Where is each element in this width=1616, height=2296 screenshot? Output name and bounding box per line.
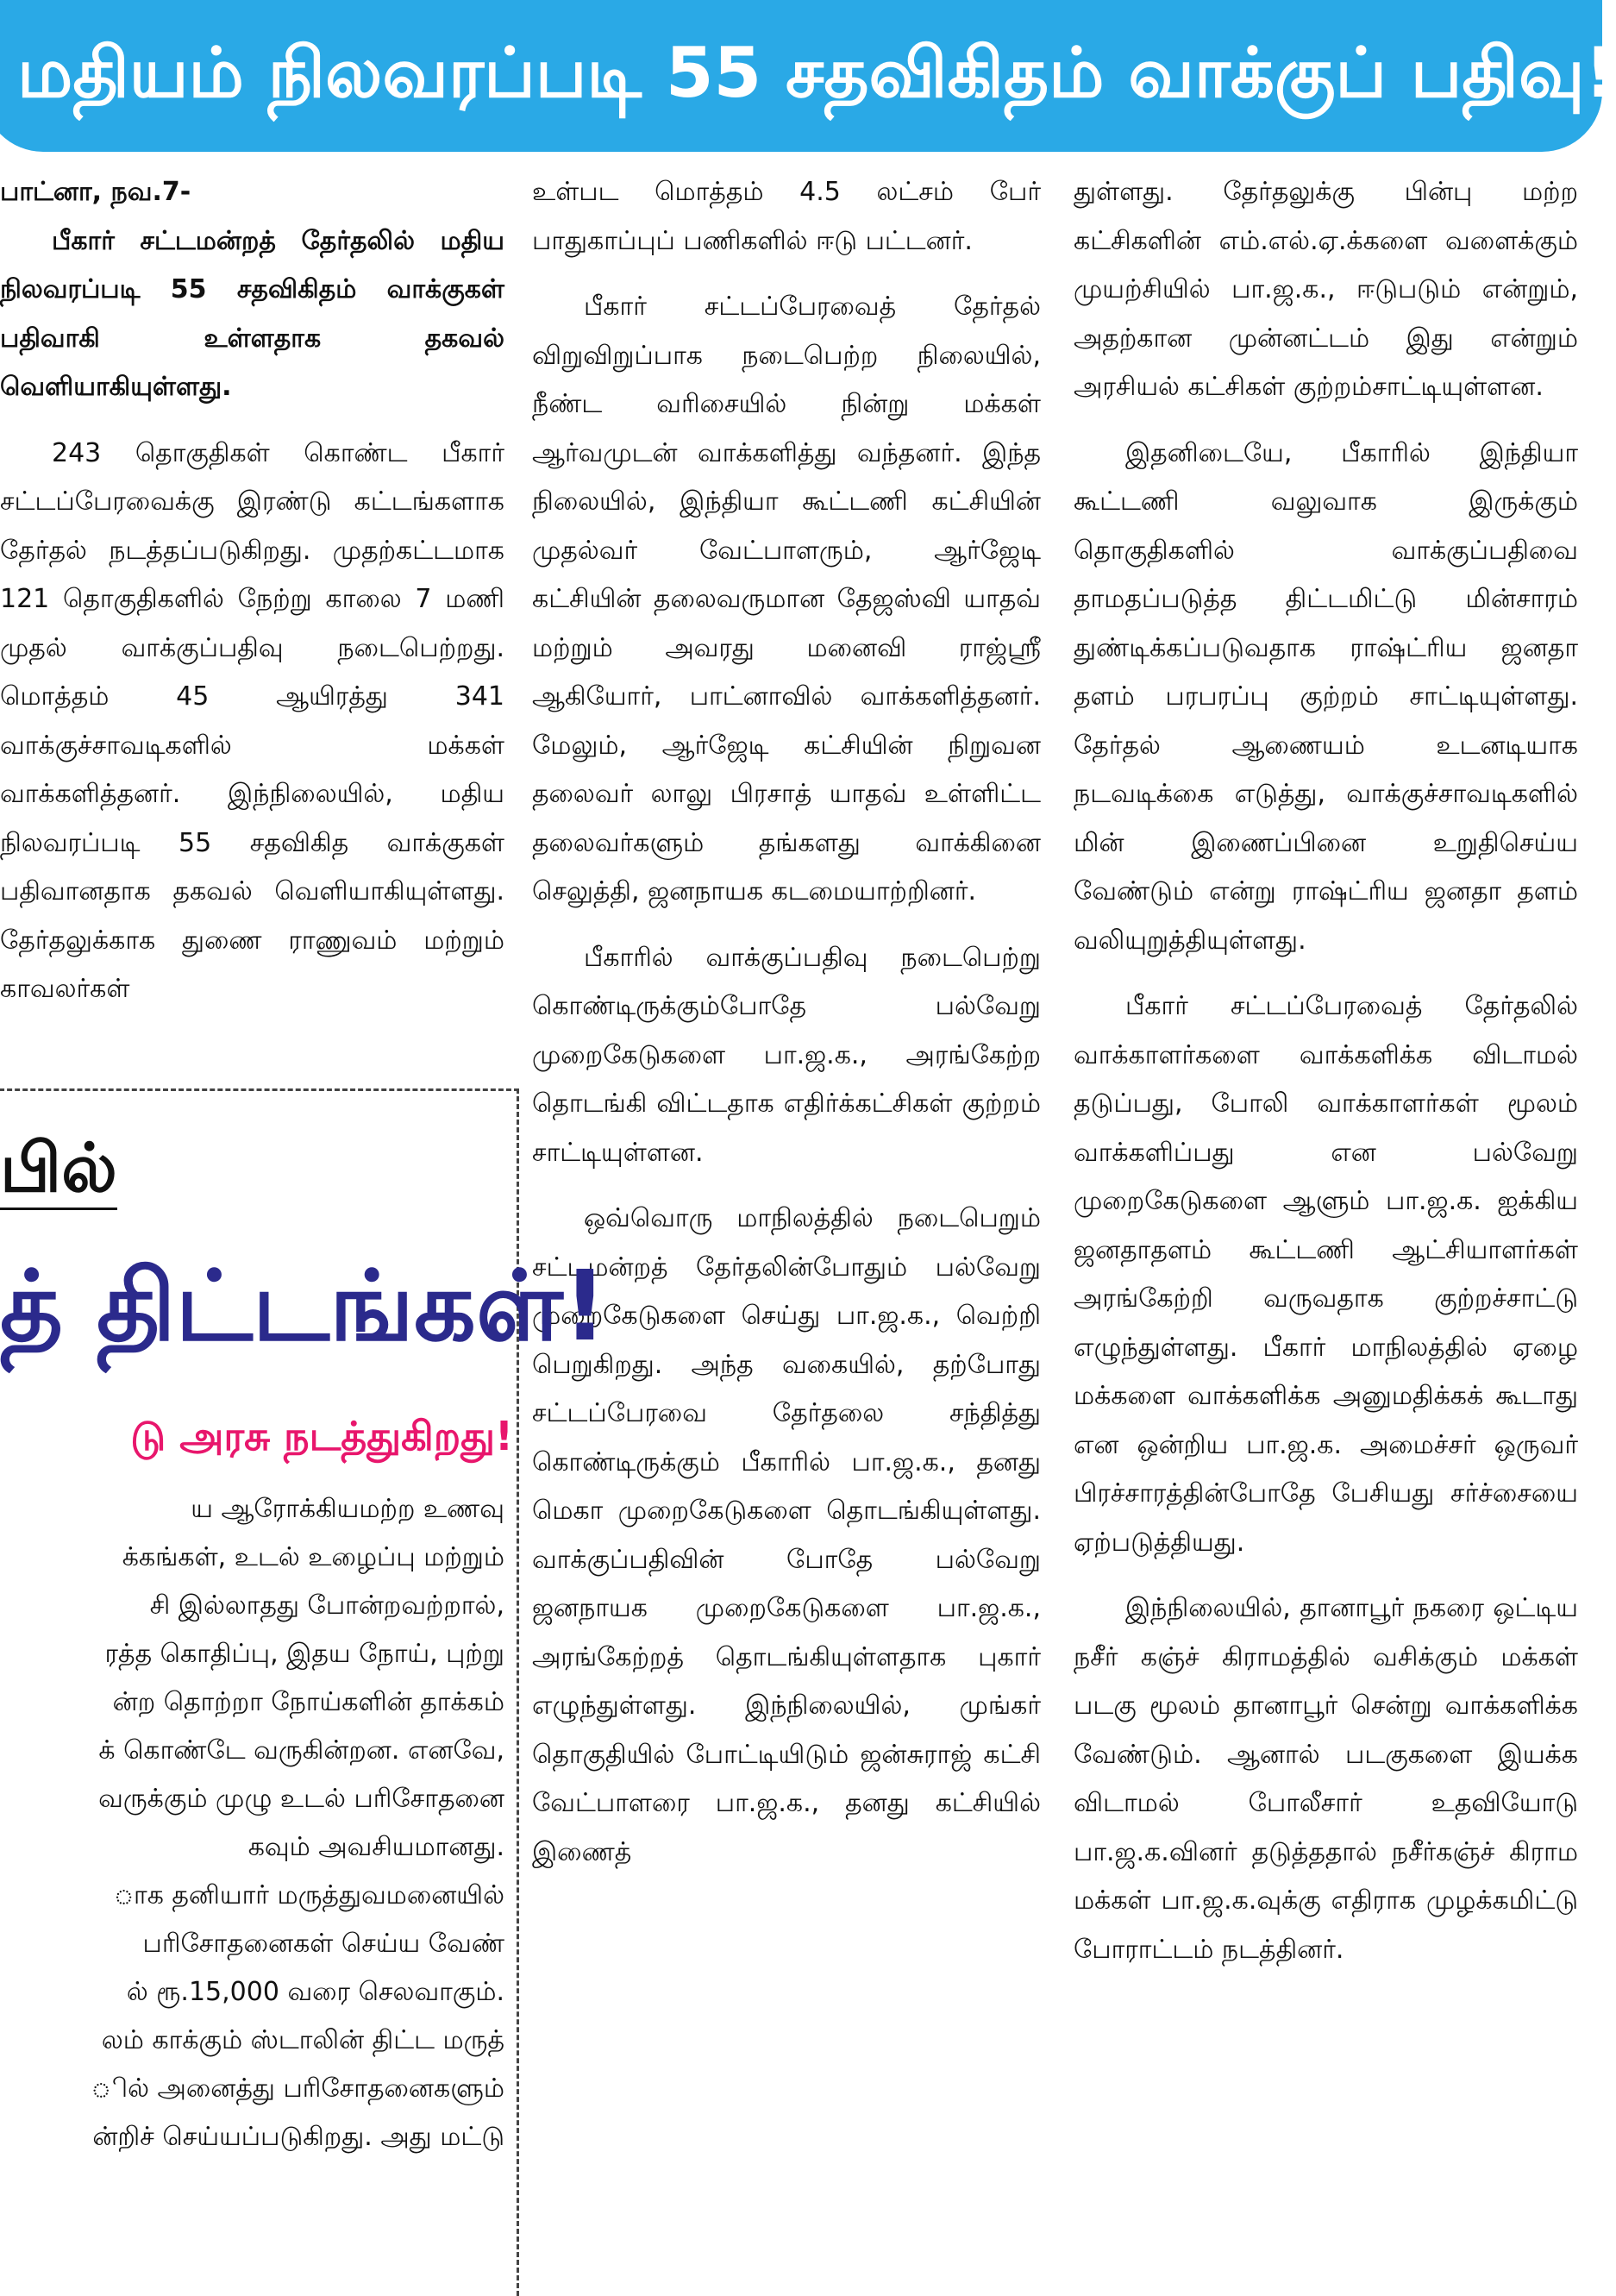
article-paragraph: பீகார் சட்டப்பேரவைத் தேர்தல் விறுவிறுப்பாக நடைபெற்ற நிலையில், நீண்ட வரிசையில் நின்று மக்கள் ஆர்வமுடன் வாக்களித்து வந்தனர். இந்த நிலையில், இந்தியா கூட்டணி கட்சியின் முதல்வர் வேட்பாளரும், ஆர்ஜேடி கட்சியின் தலைவருமான தேஜஸ்வி யாதவ் மற்றும் அவரது மனைவி ராஜ்ஸ்ரீ ஆகியோர், பாட்னாவில் வாக்களித்தனர். மேலும், ஆர்ஜேடி கட்சியின் நிறுவன தலைவர் லாலு பிரசாத் யாதவ் உள்ளிட்ட தலைவர்களும் தங்களது வாக்கினை செலுத்தி, ஜனநாயக கடமையாற்றினர். bbox=[532, 292, 1041, 906]
sidebar-line: பரிசோதனைகள் செய்ய வேண் bbox=[142, 1929, 504, 1959]
sidebar-body bbox=[0, 1485, 504, 2161]
dateline: பாட்னா, நவ.7- bbox=[0, 177, 191, 207]
sidebar-line: கவும் அவசியமானது. bbox=[247, 1832, 504, 1862]
article-paragraph: பீகார் சட்டப்பேரவைத் தேர்தலில் வாக்காளர்களை வாக்களிக்க விடாமல் தடுப்பது, போலி வாக்காளர்கள் மூலம் வாக்களிப்பது என பல்வேறு முறைகேடுகளை ஆளும் பா.ஜ.க. ஐக்கிய ஜனதாதளம் கூட்டணி ஆட்சியாளர்கள் அரங்கேற்றி வருவதாக குற்றச்சாட்டு எழுந்துள்ளது. பீகார் மாநிலத்தில் ஏழை மக்களை வாக்களிக்க அனுமதிக்கக் கூடாது என ஒன்றிய பா.ஜ.க. அமைச்சர் ஒருவர் பிரச்சாரத்தின்போதே பேசியது சர்ச்சையை ஏற்படுத்தியது. bbox=[1074, 991, 1578, 1558]
sidebar-subheadline: டு அரசு நடத்துகிறது! bbox=[130, 1413, 513, 1459]
article-paragraph: உள்பட மொத்தம் 4.5 லட்சம் பேர் பாதுகாப்புப் பணிகளில் ஈடு பட்டனர். bbox=[532, 177, 1041, 256]
sidebar-line: ன்றிச் செய்யப்படுகிறது. அது மட்டு bbox=[92, 2122, 504, 2152]
article-paragraph: பீகாரில் வாக்குப்பதிவு நடைபெற்று கொண்டிருக்கும்போதே பல்வேறு முறைகேடுகளை பா.ஜ.க., அரங்கேற்ற தொடங்கி விட்டதாக எதிர்க்கட்சிகள் குற்றம் சாட்டியுள்ளன. bbox=[532, 942, 1041, 1168]
article-column-2 bbox=[532, 168, 1041, 1894]
article-paragraph: இந்நிலையில், தானாபூர் நகரை ஒட்டிய நசீர் கஞ்ச் கிராமத்தில் வசிக்கும் மக்கள் படகு மூலம் தானாபூர் சென்று வாக்களிக்க வேண்டும். ஆனால் படகுகளை இயக்க விடாமல் போலீசார் உதவியோடு பா.ஜ.க.வினர் தடுத்ததால் நசீர்கஞ்ச் கிராம மக்கள் பா.ஜ.க.வுக்கு எதிராக முழக்கமிட்டு போராட்டம் நடத்தினர். bbox=[1074, 1593, 1578, 1965]
sidebar-line: க்கங்கள், உடல் உழைப்பு மற்றும் bbox=[122, 1542, 504, 1572]
sidebar-line: க் கொண்டே வருகின்றன. எனவே, bbox=[98, 1735, 504, 1766]
article-lead: பீகார் சட்டமன்றத் தேர்தலில் மதிய நிலவரப்படி 55 சதவிகிதம் வாக்குகள் பதிவாகி உள்ளதாக தகவல் வெளியாகியுள்ளது. bbox=[0, 225, 504, 402]
sidebar-line: லம் காக்கும் ஸ்டாலின் திட்ட மருத் bbox=[101, 2025, 504, 2055]
sidebar-line: ன்ற தொற்றா நோய்களின் தாக்கம் bbox=[112, 1687, 504, 1717]
headline: மதியம் நிலவரப்படி 55 சதவிகிதம் வாக்குப் பதிவு! bbox=[17, 33, 1616, 113]
sidebar-line: ய ஆரோக்கியமற்ற உணவு bbox=[191, 1494, 504, 1524]
article-paragraph: ஒவ்வொரு மாநிலத்தில் நடைபெறும் சட்டமன்றத் தேர்தலின்போதும் பல்வேறு முறைகேடுகளை செய்து பா.ஜ.க., வெற்றி பெறுகிறது. அந்த வகையில், தற்போது சட்டப்பேரவை தேர்தலை சந்தித்து கொண்டிருக்கும் பீகாரில் பா.ஜ.க., தனது மெகா முறைகேடுகளை தொடங்கியுள்ளது. வாக்குப்பதிவின் போதே பல்வேறு ஜனநாயக முறைகேடுகளை பா.ஜ.க., அரங்கேற்றத் தொடங்கியுள்ளதாக புகார் எழுந்துள்ளது. இந்நிலையில், முங்கர் தொகுதியில் போட்டியிடும் ஜன்சுராஜ் கட்சி வேட்பாளரை பா.ஜ.க., தனது கட்சியில் இணைத் bbox=[532, 1203, 1041, 1867]
sidebar-line: ாக தனியார் மருத்துவமனையில் bbox=[114, 1880, 504, 1910]
article-paragraph: துள்ளது. தேர்தலுக்கு பின்பு மற்ற கட்சிகளின் எம்.எல்.ஏ.க்களை வளைக்கும் முயற்சியில் பா.ஜ.க., ஈடுபடும் என்றும், அதற்கான முன்னட்டம் இது என்றும் அரசியல் கட்சிகள் குற்றம்சாட்டியுள்ளன. bbox=[1074, 177, 1578, 402]
sidebar-line: சி இல்லாதது போன்றவற்றால், bbox=[149, 1590, 504, 1621]
article-column-3 bbox=[1074, 168, 1578, 1992]
sidebar-line: வருக்கும் முழு உடல் பரிசோதனை bbox=[98, 1784, 504, 1814]
sidebar-kicker: பில் bbox=[0, 1130, 117, 1210]
article-column-1 bbox=[0, 168, 504, 1032]
sidebar-line: ல் ரூ.15,000 வரை செலவாகும். bbox=[126, 1977, 504, 2007]
sidebar-headline: த் திட்டங்கள்! bbox=[0, 1251, 607, 1363]
sidebar-line: ில் அனைத்து பரிசோதனைகளும் bbox=[91, 2073, 504, 2104]
article-paragraph: இதனிடையே, பீகாரில் இந்தியா கூட்டணி வலுவாக இருக்கும் தொகுதிகளில் வாக்குப்பதிவை தாமதப்படுத்த திட்டமிட்டு மின்சாரம் துண்டிக்கப்படுவதாக ராஷ்ட்ரிய ஜனதா தளம் பரபரப்பு குற்றம் சாட்டியுள்ளது. தேர்தல் ஆணையம் உடனடியாக நடவடிக்கை எடுத்து, வாக்குச்சாவடிகளில் மின் இணைப்பினை உறுதிசெய்ய வேண்டும் என்று ராஷ்ட்ரிய ஜனதா தளம் வலியுறுத்தியுள்ளது. bbox=[1074, 437, 1578, 956]
sidebar-line: ரத்த கொதிப்பு, இதய நோய், புற்று bbox=[104, 1639, 504, 1669]
article-paragraph: 243 தொகுதிகள் கொண்ட பீகார் சட்டப்பேரவைக்கு இரண்டு கட்டங்களாக தேர்தல் நடத்தப்படுகிறது. முதற்கட்டமாக 121 தொகுதிகளில் நேற்று காலை 7 மணி முதல் வாக்குப்பதிவு நடைபெற்றது. மொத்தம் 45 ஆயிரத்து 341 வாக்குச்சாவடிகளில் மக்கள் வாக்களித்தனர். இந்நிலையில், மதிய நிலவரப்படி 55 சதவிகித வாக்குகள் பதிவானதாக தகவல் வெளியாகியுள்ளது. தேர்தலுக்காக துணை ராணுவம் மற்றும் காவலர்கள் bbox=[0, 437, 504, 1004]
